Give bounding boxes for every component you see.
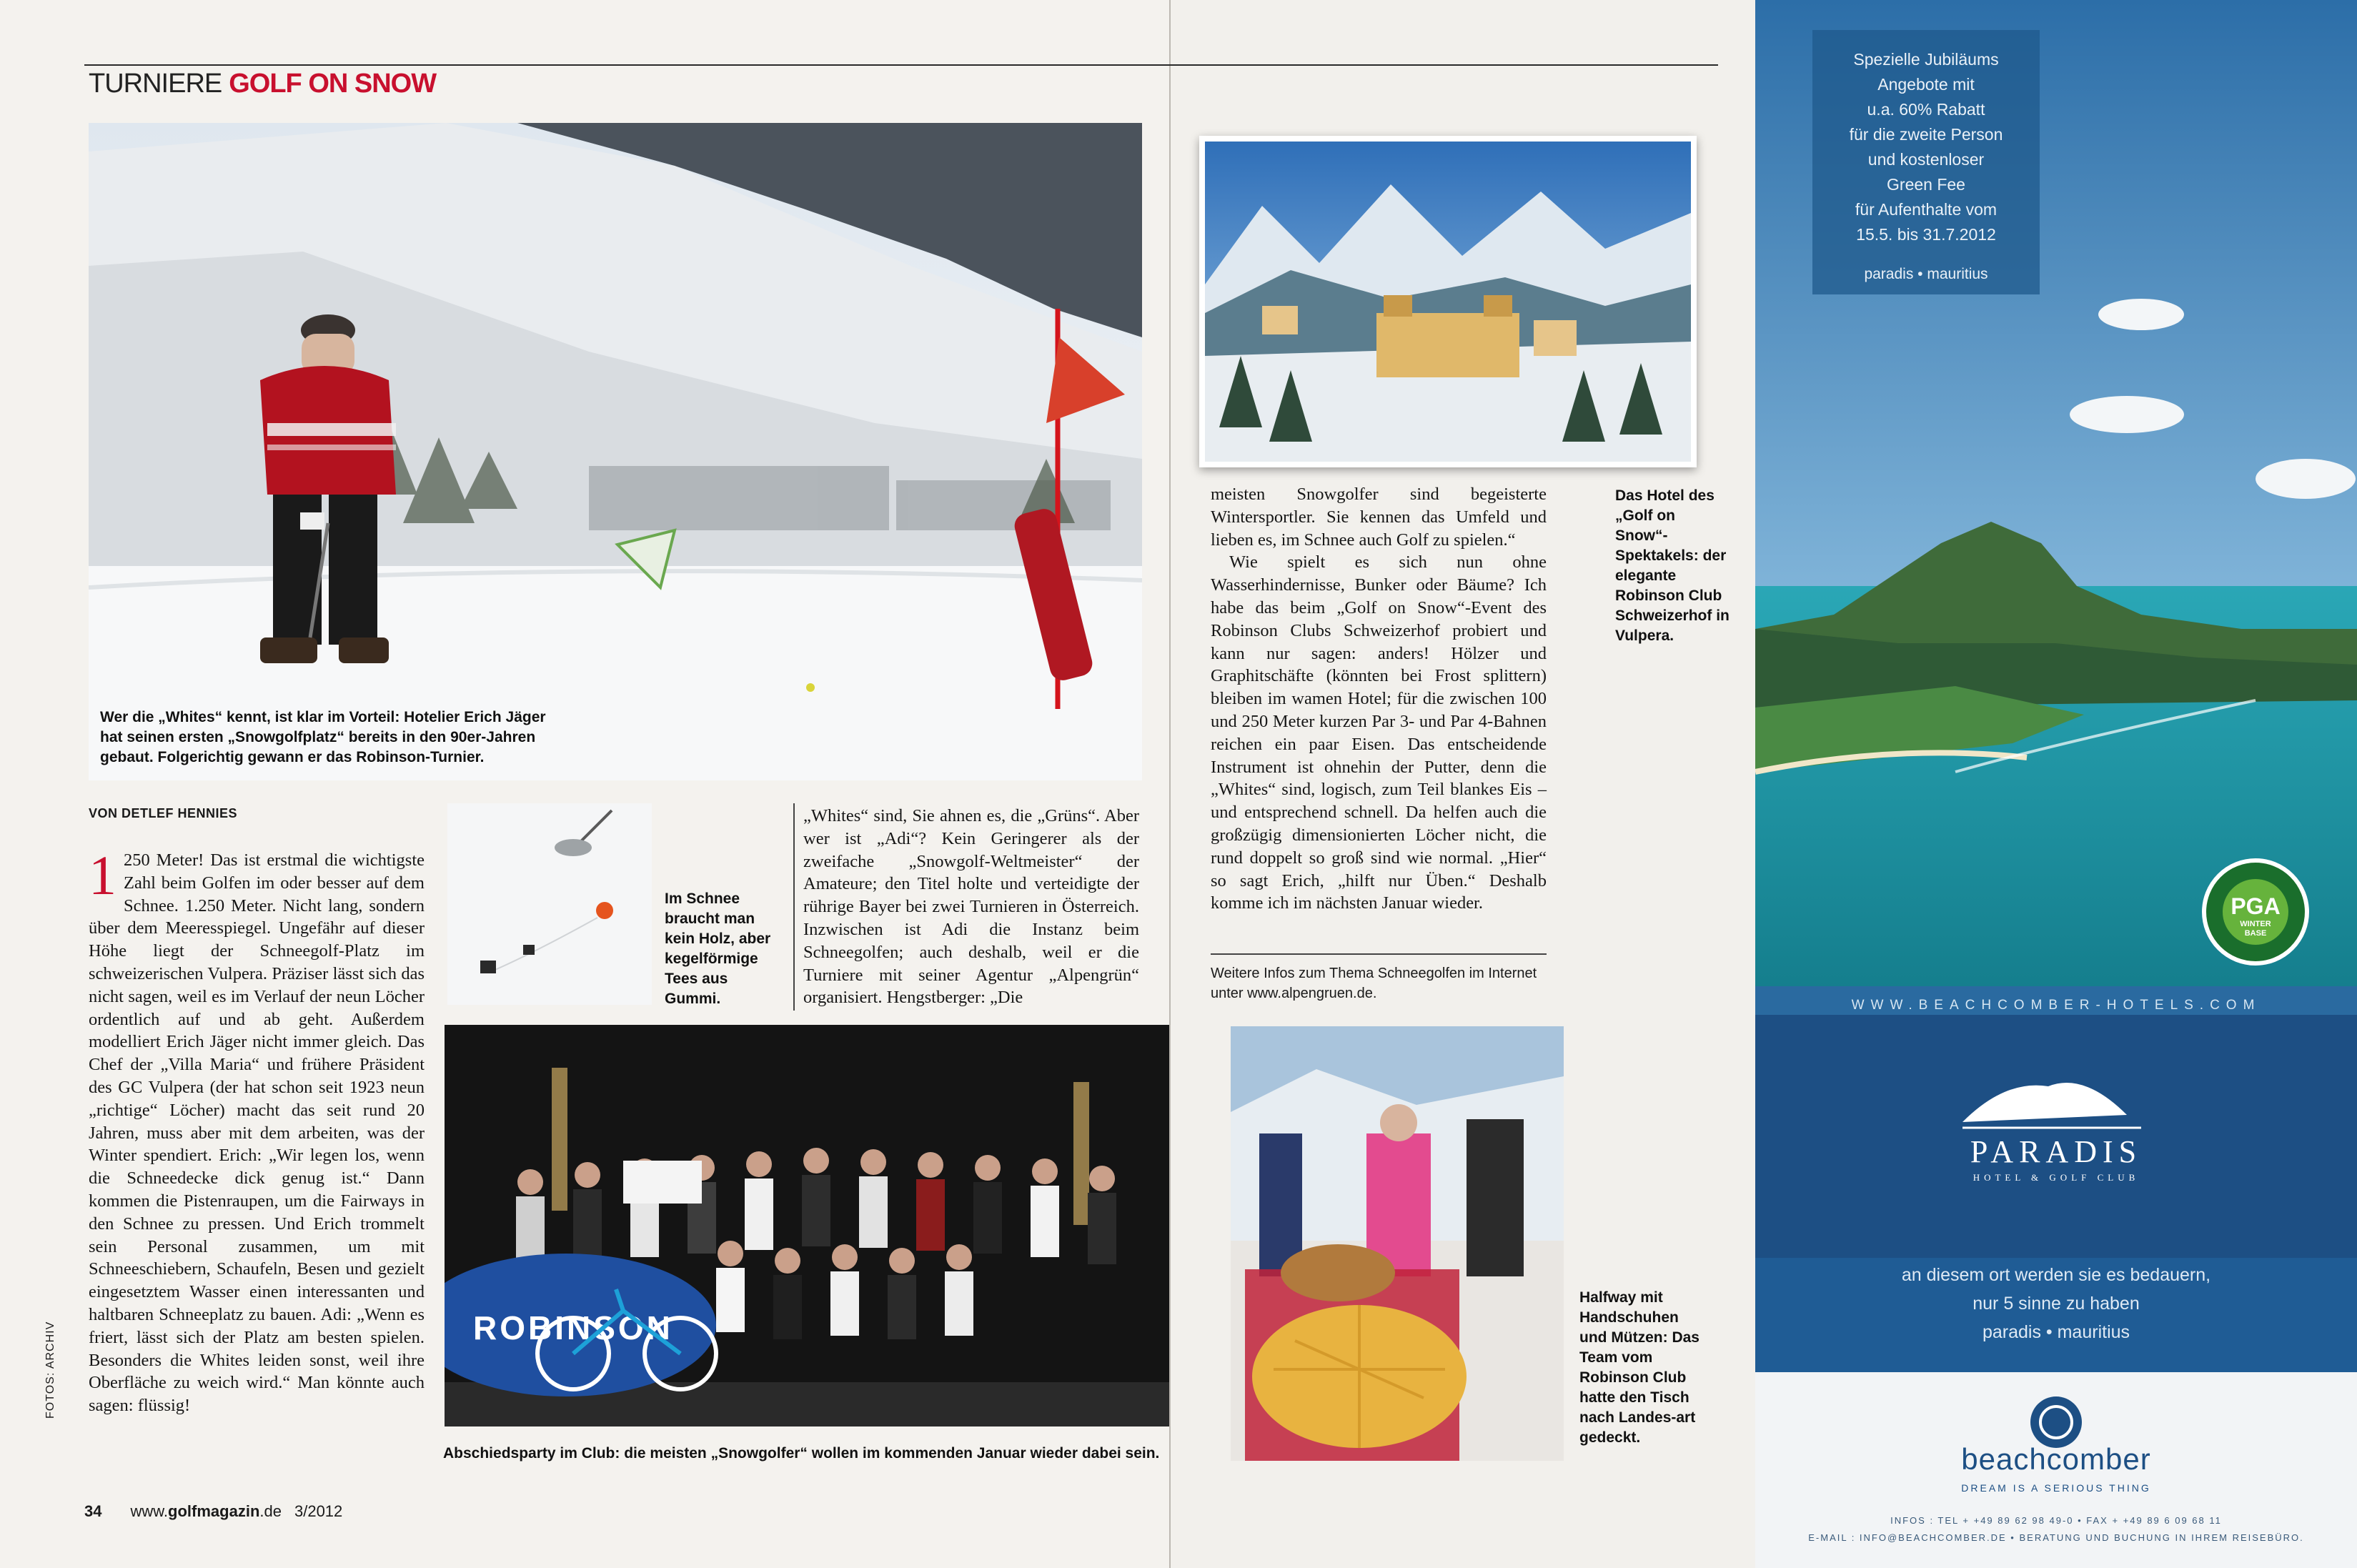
page-number: 34 xyxy=(84,1502,102,1520)
footer-url-brand[interactable]: golfmagazin xyxy=(168,1502,260,1520)
footer-url-suffix[interactable]: .de xyxy=(259,1502,282,1520)
info-box xyxy=(1211,963,1547,1003)
ad-slogan xyxy=(1755,1261,2357,1346)
halfway-photo xyxy=(1231,1026,1564,1461)
pga-badge xyxy=(2204,893,2307,938)
ad-offer-line-8: 15.5. bis 31.7.2012 xyxy=(1856,225,1996,244)
ad-web-link[interactable]: WWW.BEACHCOMBER-HOTELS.COM xyxy=(1851,998,2261,1013)
beachcomber-ad xyxy=(1755,0,2357,1568)
party-photo xyxy=(445,1025,1169,1426)
info-box-text: Weitere Infos zum Thema Schneegolfen im Internet unter xyxy=(1211,966,1537,1001)
article-column-2: „Whites“ sind, Sie ahnen es, die „Grüns“. Aber wer ist „Adi“? Kein Geringerer als der zweifache „Snowgolf-Weltmeister“ der Amateure; den Titel holte und verteidigte der rührige Bayer bei zwei Turnieren in Österreich. Inzwischen ist Adi die Instanz beim Schneegolfen; auch deshalb, weil er die Turniere mit seiner Agentur „Alpengrün“ organisiert. Hengstberger: „Die xyxy=(803,806,1139,1008)
photo-credit: FOTOS: ARCHIV xyxy=(44,1321,56,1419)
ad-offer-tag: paradis • mauritius xyxy=(1864,266,1988,282)
ad-contact-line-1: INFOS : TEL + +49 89 62 98 49-0 • FAX + +49 89 6 09 68 11 xyxy=(1890,1515,2222,1526)
section-rule xyxy=(84,64,1718,66)
caption-halfway-photo: Halfway mit Handschuhen und Mützen: Das Team vom Robinson Club hatte den Tisch nach Landes-art gedeckt. xyxy=(1579,1289,1699,1446)
right-page xyxy=(1169,0,1757,1568)
ad-offer-box xyxy=(1812,47,2040,287)
rubric-topic: GOLF ON SNOW xyxy=(229,69,437,99)
ad-slogan-line-1: an diesem ort werden sie es bedauern, xyxy=(1901,1265,2211,1285)
section-rubric xyxy=(89,69,436,99)
caption-hotel-photo: Das Hotel des „Golf on Snow“-Spektakels: der elegante Robinson Club Schweizerhof in Vulpera. xyxy=(1615,487,1730,644)
ad-slogan-tag: paradis • mauritius xyxy=(1982,1322,2130,1342)
caption-main-photo: Wer die „Whites“ kennt, ist klar im Vorteil: Hotelier Erich Jäger hat seinen ersten „Snowgolfplatz“ bereits in den 90er-Jahren gebaut. Folgerichtig gewann er das Robinson-Turnier. xyxy=(100,709,546,765)
ad-offer-line-7: für Aufenthalte vom xyxy=(1855,200,1998,219)
byline: VON DETLEF HENNIES xyxy=(89,806,238,820)
caption-tees-photo: Im Schnee braucht man kein Holz, aber kegelförmige Tees aus Gummi. xyxy=(665,890,771,1007)
page-footer xyxy=(84,1502,342,1521)
info-box-link[interactable]: www.alpengruen.de. xyxy=(1247,986,1377,1001)
hotel-photo xyxy=(1199,136,1697,467)
issue-number: 3/2012 xyxy=(294,1502,343,1520)
article-column-1 xyxy=(89,844,425,1417)
main-photo-snow-golfer xyxy=(89,123,1142,780)
tees-photo xyxy=(447,803,652,1005)
ad-contact-line-2: E-MAIL : INFO@BEACHCOMBER.DE • BERATUNG UND BUCHUNG IN IHREM REISEBÜRO. xyxy=(1808,1532,2304,1543)
info-box-rule xyxy=(1211,953,1547,955)
dropcap: 1 xyxy=(89,844,116,906)
article-column-3 xyxy=(1211,483,1547,915)
ad-offer-line-6: Green Fee xyxy=(1887,175,1965,194)
article-col3-paragraph-1: meisten Snowgolfer sind begeisterte Wintersportler. Sie kennen das Umfeld und lieben es, im Schnee auch Golf zu spielen.“ xyxy=(1211,485,1547,550)
hotel-logo-name: PARADIS xyxy=(1970,1134,2143,1169)
article-col3-paragraph-2: Wie spielt es sich nun ohne Wasserhindernisse, Bunker oder Bäume? Ich habe das beim „Golf on Snow“-Event des Robinson Clubs Schweizerhof probiert und kann nur sagen: anders! Hölzer und Graphitschäfte (könnten bei Frost splittern) bleiben im wamen Hotel; für die zwischen 100 und 250 Meter kurzen Par 3- und Par 4-Bahnen reichen ein paar Eisen. Das entscheidende Instrument ist ohnehin der Putter, denn die „Whites“ sind, logisch, zum Teil blankes Eis – und entsprechend schnell. Da helfen auch die großzügig dimensionierten Löcher nicht, die rund doppelt so groß sind wie normal. „Hier“ so sagt Erich, „hilft nur Üben.“ Deshalb komme ich im nächsten Januar wieder. xyxy=(1211,552,1547,913)
ad-slogan-line-2: nur 5 sinne zu haben xyxy=(1973,1294,2140,1314)
column-rule xyxy=(793,803,795,1011)
article-col1-text: 250 Meter! Das ist erstmal die wichtigste Zahl beim Golfen im oder besser auf dem Schnee. 1.250 Meter. Nicht lang, sondern über dem Meeresspiegel. Ungefähr auf dieser Höhe liegt der Schneegolf-Platz im schweizerischen Vulpera. Präziser lässt sich das nicht sagen, weil es im Verlauf der neun Löcher ordentlich auf und ab geht. Außerdem modelliert Erich Jäger nicht immer gleich. Das Chef der „Villa Maria“ und frühere Präsident des GC Vulpera (der hat schon seit 1923 neun „richtige“ Löcher) macht das seit rund 20 Jahren, muss aber mit dem arbeiten, was der Winter spendiert. Erich: „Wir legen los, wenn die Schneedecke dick genug ist.“ Dann kommen die Pistenraupen, um die Fairways in den Schnee zu pressen. Und Erich trommelt sein Personal zusammen, um mit Schneeschiebern, Schaufeln, Besen und gezielt eingesetztem Wasser einen interessanten und haltbaren Schneeplatz zu bauen. Adi: „Wenn es friert, lässt sich der Platz am besten spielen. Besonders die Whites leiden sonst, weil ihre Oberfläche zu weich wird.“ Man könnte auch sagen: flüssig! xyxy=(89,850,425,1416)
ad-offer-line-4: für die zweite Person xyxy=(1849,125,2003,144)
ad-offer-line-5: und kostenloser xyxy=(1867,150,1985,169)
ad-offer-line-1: Spezielle Jubiläums xyxy=(1853,50,1999,69)
footer-url-prefix[interactable]: www. xyxy=(130,1502,169,1520)
pga-badge-text: PGA xyxy=(2231,893,2281,919)
brand-logo: beachcomber xyxy=(1961,1442,2151,1476)
hotel-logo-sub: HOTEL & GOLF CLUB xyxy=(1973,1172,2140,1183)
brand-tagline: DREAM IS A SERIOUS THING xyxy=(1961,1482,2151,1494)
pga-badge-sub: WINTER BASE xyxy=(2240,920,2271,938)
rubric-category: TURNIERE xyxy=(89,69,222,99)
left-page xyxy=(0,0,1169,1568)
ad-offer-line-2: Angebote mit xyxy=(1877,75,1975,94)
robinson-flag-text: ROBINSON xyxy=(473,1309,673,1346)
caption-party-photo: Abschiedsparty im Club: die meisten „Snowgolfer“ wollen im kommenden Januar wieder dabei sein. xyxy=(443,1445,1160,1462)
ad-offer-line-3: u.a. 60% Rabatt xyxy=(1867,100,1985,119)
